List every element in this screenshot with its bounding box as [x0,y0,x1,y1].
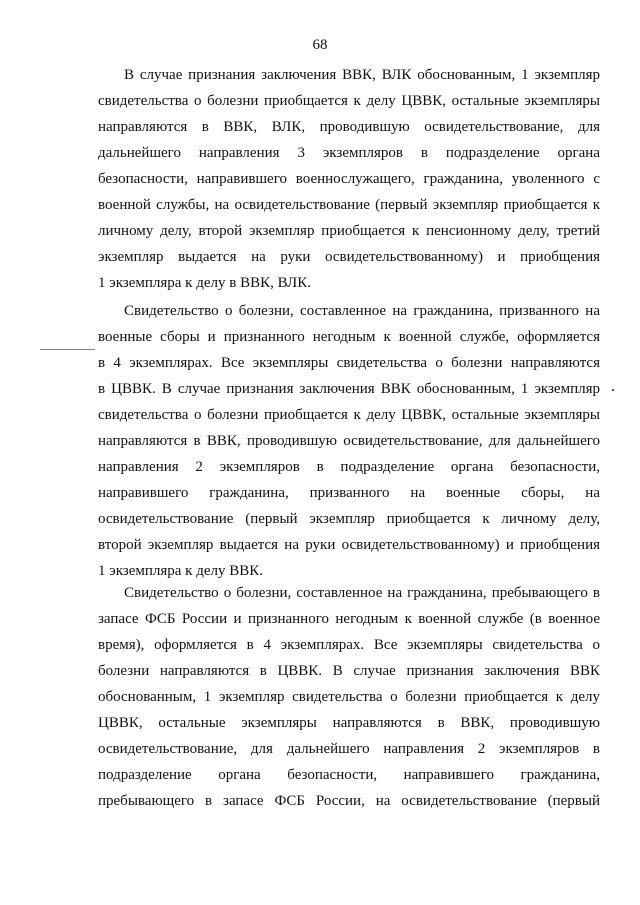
text-line: безопасности, направившего военнослужащего, гражданина, уволенного с [98,171,600,187]
paragraph-3 [98,580,600,814]
text-line: обоснованным, 1 экземпляр свидетельства о болезни приобщается к делу [98,689,600,705]
text-line: освидетельствование (первый экземпляр приобщается к личному делу, [98,511,600,527]
text-line: 1 экземпляра к делу ВВК. [98,563,263,579]
text-line: военной службы, на освидетельствование (первый экземпляр приобщается к [98,197,600,213]
text-line: направляются в ВВК, ВЛК, проводившую освидетельствование, для [98,119,600,135]
text-line: второй экземпляр выдается на руки освидетельствованному) и приобщения [98,537,600,553]
text-line: ЦВВК, остальные экземпляры направляются в ВВК, проводившую [98,715,600,731]
paragraph-2 [98,298,600,584]
text-line: запасе ФСБ России и признанного негодным к военной службе (в военное [98,611,600,627]
text-line: В случае признания заключения ВВК, ВЛК обоснованным, 1 экземпляр [124,67,600,83]
text-line: личному делу, второй экземпляр приобщается к пенсионному делу, третий [98,223,600,239]
text-line: время), оформляется в 4 экземплярах. Все экземпляры свидетельства о [98,637,600,653]
text-line: направившего гражданина, призванного на военные сборы, на [98,485,600,501]
page-number: 68 [312,37,328,53]
text-line: свидетельства о болезни приобщается к делу ЦВВК, остальные экземпляры [98,93,600,109]
text-line: пребывающего в запасе ФСБ России, на освидетельствование (первый [98,793,600,809]
text-line: экземпляр выдается на руки освидетельствованному) и приобщения [98,249,600,265]
text-line: военные сборы и признанного негодным к военной службе, оформляется [98,329,600,345]
text-line: 1 экземпляра к делу в ВВК, ВЛК. [98,275,311,291]
text-line: дальнейшего направления 3 экземпляров в подразделение органа [98,145,600,161]
text-line: болезни направляются в ЦВВК. В случае признания заключения ВВК [98,663,600,679]
text-line: свидетельства о болезни приобщается к делу ЦВВК, остальные экземпляры [98,407,600,423]
text-line: направления 2 экземпляров в подразделение органа безопасности, [98,459,600,475]
text-line: в 4 экземплярах. Все экземпляры свидетельства о болезни направляются [98,355,600,371]
text-line: Свидетельство о болезни, составленное на гражданина, призванного на [124,303,600,319]
scan-artifact-line [40,349,95,350]
text-line: в ЦВВК. В случае признания заключения ВВК обоснованным, 1 экземпляр [98,381,600,397]
text-line: Свидетельство о болезни, составленное на гражданина, пребывающего в [124,585,600,601]
text-line: освидетельствование, для дальнейшего направления 2 экземпляров в [98,741,600,757]
text-line: подразделение органа безопасности, направившего гражданина, [98,767,600,783]
paragraph-1 [98,62,600,296]
scan-artifact-dot [612,389,614,391]
text-line: направляются в ВВК, проводившую освидетельствование, для дальнейшего [98,433,600,449]
